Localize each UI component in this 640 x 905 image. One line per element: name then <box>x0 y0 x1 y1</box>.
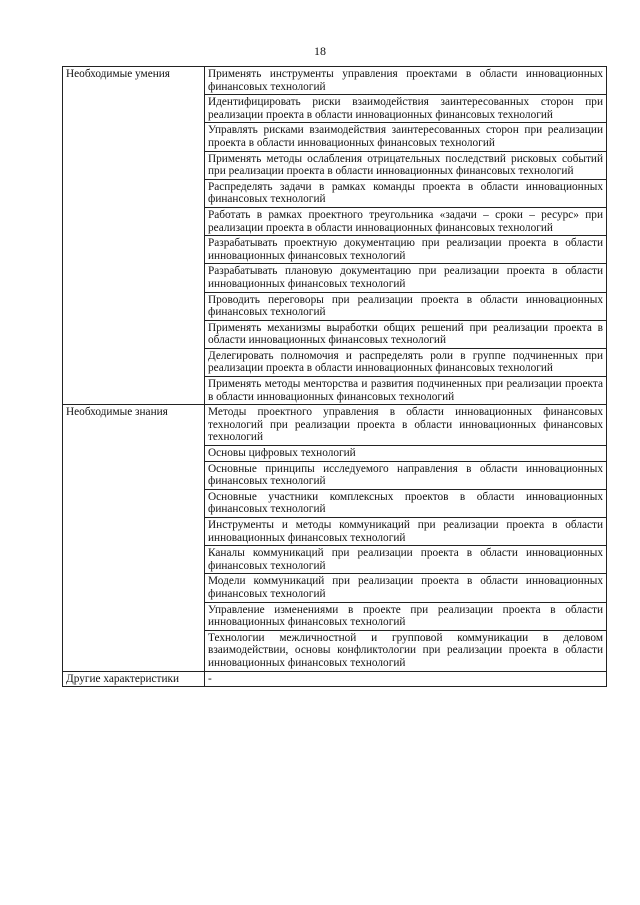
requirement-item: Разрабатывать плановую документацию при реализации проекта в области инновационных финансовых технологий <box>205 264 607 292</box>
requirements-table-body <box>63 67 607 687</box>
requirement-item: Основы цифровых технологий <box>205 446 607 462</box>
requirement-item: Основные участники комплексных проектов в области инновационных финансовых технологий <box>205 489 607 517</box>
requirement-item: Делегировать полномочия и распределять роли в группе подчиненных при реализации проекта в области инновационных финансовых технологий <box>205 348 607 376</box>
requirement-item: Применять механизмы выработки общих решений при реализации проекта в области инновационных финансовых технологий <box>205 320 607 348</box>
requirement-item: Методы проектного управления в области инновационных финансовых технологий при реализации проекта в области инновационных финансовых технологий <box>205 405 607 446</box>
table-row <box>63 405 607 446</box>
requirement-item: Каналы коммуникаций при реализации проекта в области инновационных финансовых технологий <box>205 546 607 574</box>
table-row <box>63 671 607 687</box>
requirement-item: Основные принципы исследуемого направления в области инновационных финансовых технологий <box>205 461 607 489</box>
requirements-table <box>62 66 607 687</box>
requirement-item: Разрабатывать проектную документацию при реализации проекта в области инновационных финансовых технологий <box>205 236 607 264</box>
section-label: Необходимые знания <box>63 405 205 671</box>
requirement-item: Идентифицировать риски взаимодействия заинтересованных сторон при реализации проекта в области инновационных финансовых технологий <box>205 95 607 123</box>
section-label: Другие характеристики <box>63 671 205 687</box>
requirement-item: Инструменты и методы коммуникаций при реализации проекта в области инновационных финансовых технологий <box>205 518 607 546</box>
requirement-item: Распределять задачи в рамках команды проекта в области инновационных финансовых технологий <box>205 179 607 207</box>
requirement-item: Применять методы менторства и развития подчиненных при реализации проекта в области инновационных финансовых технологий <box>205 377 607 405</box>
requirement-item: Технологии межличностной и групповой коммуникации в деловом взаимодействии, основы конфликтологии при реализации проекта в области инновационных финансовых технологий <box>205 630 607 671</box>
requirement-item: Работать в рамках проектного треугольника «задачи – сроки – ресурс» при реализации проекта в области инновационных финансовых технологий <box>205 207 607 235</box>
requirement-item: Проводить переговоры при реализации проекта в области инновационных финансовых технологий <box>205 292 607 320</box>
table-row <box>63 67 607 95</box>
requirement-item: Управление изменениями в проекте при реализации проекта в области инновационных финансовых технологий <box>205 602 607 630</box>
section-label: Необходимые умения <box>63 67 205 405</box>
requirement-item: Применять методы ослабления отрицательных последствий рисковых событий при реализации проекта в области инновационных финансовых технологий <box>205 151 607 179</box>
requirement-item: Модели коммуникаций при реализации проекта в области инновационных финансовых технологий <box>205 574 607 602</box>
requirement-item: Применять инструменты управления проектами в области инновационных финансовых технологий <box>205 67 607 95</box>
requirement-item: - <box>205 671 607 687</box>
requirement-item: Управлять рисками взаимодействия заинтересованных сторон при реализации проекта в области инновационных финансовых технологий <box>205 123 607 151</box>
page-number: 18 <box>314 44 326 58</box>
